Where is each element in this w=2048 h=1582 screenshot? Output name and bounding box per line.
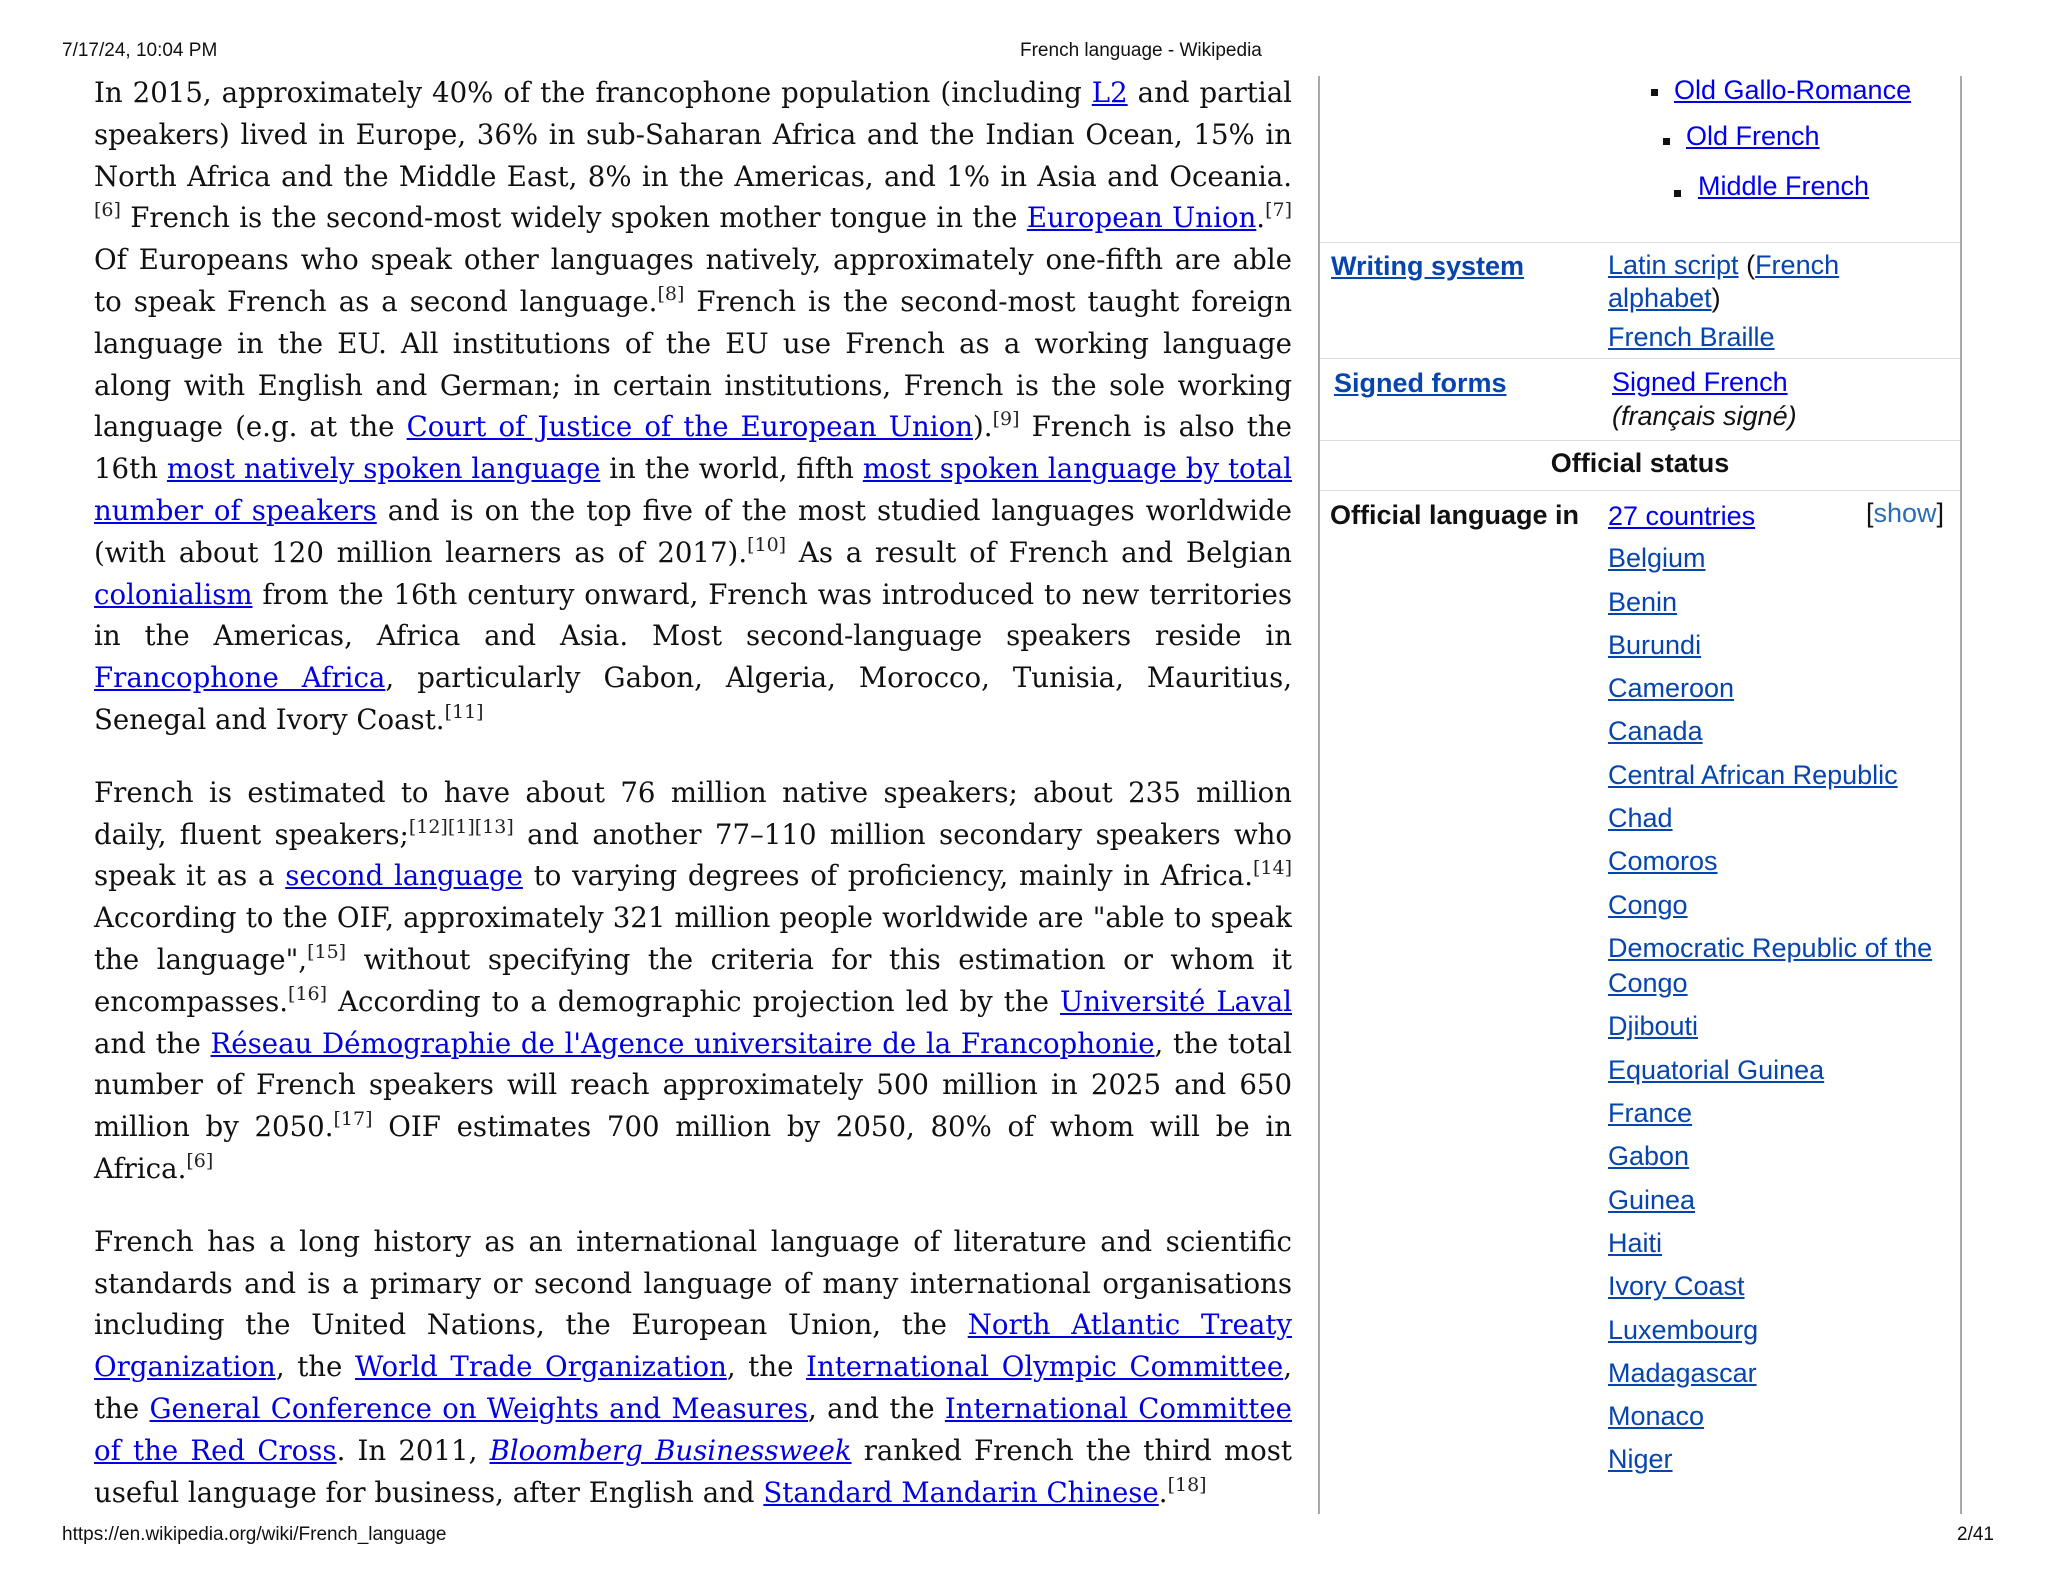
paragraph-speaker-estimates [94,772,1292,1190]
paren-open: ( [1738,250,1756,280]
link-country-haiti[interactable]: Haiti [1608,1228,1663,1258]
text: , particularly Gabon, Algeria, Morocco, Tunisia, Mauritius, Senegal and Ivory Coast. [94,661,1293,736]
print-url: https://en.wikipedia.org/wiki/French_language [62,1524,447,1545]
paren-close: ) [1711,283,1721,313]
text: and partial speakers) lived in Europe, 36% in sub-Saharan Africa and the Indian Ocean, 15% in North Africa and the Middle East, 8% in the Americas, and 1% in Asia and Oceania. [94,76,1292,193]
link-french-alphabet-2[interactable]: alphabet [1608,283,1712,313]
text: French is the second-most widely spoken mother tongue in the [120,201,1027,235]
link-cgpm[interactable]: General Conference on Weights and Measures [149,1391,809,1425]
link-country-niger[interactable]: Niger [1608,1444,1673,1474]
link-country-dr-congo-line1[interactable]: Democratic Republic of the [1608,933,1933,963]
link-country-comoros[interactable]: Comoros [1608,846,1718,876]
text: from the 16th century onward, French was introduced to new territories in the Americas, Africa and Asia. Most second-language speakers reside in [94,577,1292,653]
link-l2[interactable]: L2 [1091,76,1128,109]
link-middle-french[interactable]: Middle French [1698,171,1870,201]
writing-system-value [1608,249,1948,354]
print-datetime: 7/17/24, 10:04 PM [62,40,218,61]
signed-french-note: (français signé) [1612,401,1797,431]
link-most-natively-spoken[interactable]: most natively spoken language [166,452,601,486]
link-most-spoken-total[interactable]: most spoken language by total number of speakers [94,452,1293,527]
link-reseau-demographie[interactable]: Réseau Démographie de l'Agence universitaire de la Francophonie [210,1026,1155,1060]
link-country-gabon[interactable]: Gabon [1608,1141,1690,1171]
infobox-row-divider [1320,242,1960,243]
link-icrc[interactable]: International Committee of the Red Cross [94,1391,1292,1467]
citation-16[interactable]: [16] [288,982,328,1005]
link-country-dr-congo-line2[interactable]: Congo [1608,968,1688,998]
label-signed-forms[interactable]: Signed forms [1334,368,1507,398]
article-body [94,72,1292,1544]
official-status-heading: Official status [1550,448,1730,478]
text: French has a long history as an international language of literature and scientific standards and is a primary or second language of many international organisations including the United Nations, the European Union, the [94,1224,1292,1342]
citation-14[interactable]: [14] [1252,857,1292,880]
show-toggle [1866,497,1944,530]
bullet-icon [1651,89,1658,96]
link-universite-laval[interactable]: Université Laval [1059,984,1292,1018]
print-page-number: 2/41 [1957,1524,1994,1545]
bullet-icon [1674,190,1681,197]
link-country-chad[interactable]: Chad [1608,803,1673,833]
text: , and the [808,1391,945,1425]
link-country-congo[interactable]: Congo [1608,890,1688,920]
text: , the total number of French speakers will reach approximately 500 million in 2025 and 650 million by 2050. [94,1026,1292,1144]
bracket-close: ] [1936,498,1945,528]
text: In 2015, approximately 40% of the francophone population (including [94,76,1092,109]
link-country-djibouti[interactable]: Djibouti [1608,1011,1699,1041]
link-country-burundi[interactable]: Burundi [1608,630,1702,660]
text: in the world, fifth [600,452,863,486]
link-27-countries[interactable]: 27 countries [1608,501,1756,531]
link-colonialism[interactable]: colonialism [94,577,253,611]
text: and another 77–110 million secondary speakers who speak it as a [94,817,1292,893]
link-nato[interactable]: North Atlantic Treaty Organization [94,1308,1292,1384]
link-old-french[interactable]: Old French [1686,121,1820,151]
citation-11[interactable]: [11] [444,700,484,723]
link-wto[interactable]: World Trade Organization [355,1350,727,1384]
text: OIF estimates 700 million by 2050, 80% of whom will be in Africa. [94,1110,1292,1185]
link-french-braille[interactable]: French Braille [1608,322,1775,352]
link-bloomberg-businessweek[interactable]: Bloomberg Businessweek [489,1433,852,1467]
citation-17[interactable]: [17] [333,1108,373,1131]
text: French is estimated to have about 76 million native speakers; about 235 million daily, fluent speakers; [94,775,1292,851]
infobox-right-border [1960,76,1962,1514]
citation-15[interactable]: [15] [307,940,347,963]
text: . [1158,1475,1168,1509]
link-standard-mandarin[interactable]: Standard Mandarin Chinese [763,1475,1159,1509]
citation-9[interactable]: [9] [992,408,1020,431]
link-signed-french[interactable]: Signed French [1612,367,1788,397]
link-country-central-african-republic[interactable]: Central African Republic [1608,760,1898,790]
citation-7[interactable]: [7] [1265,199,1292,222]
link-country-france[interactable]: France [1608,1098,1693,1128]
text: , the [726,1350,807,1384]
bullet-icon [1663,138,1670,145]
citation-12[interactable]: [12] [408,815,448,838]
citation-13[interactable]: [13] [474,815,514,838]
text: without specifying the criteria for this estimation or whom it encompasses. [94,942,1292,1018]
text: ). [973,410,993,444]
text: As a result of French and Belgian [786,535,1292,569]
link-country-ivory-coast[interactable]: Ivory Coast [1608,1271,1745,1301]
paragraph-international-language [94,1221,1292,1514]
text: According to a demographic projection led by the [327,984,1060,1018]
paragraph-francophone-population [94,72,1292,741]
link-latin-script[interactable]: Latin script [1608,250,1739,280]
link-country-cameroon[interactable]: Cameroon [1608,673,1735,703]
text: French is also the 16th [94,410,1292,486]
citation-18[interactable]: [18] [1167,1473,1207,1496]
citation-1[interactable]: [1] [447,815,475,838]
link-francophone-africa[interactable]: Francophone Africa [94,661,386,695]
text: . In 2011, [336,1433,490,1467]
text: French is the second-most taught foreign language in the EU. All institutions of the EU use French as a working language along with English and German; in certain institutions, French is the sole working language (e.g. at the [94,284,1292,444]
link-ioc[interactable]: International Olympic Committee [806,1350,1284,1384]
citation-8[interactable]: [8] [657,282,685,305]
link-european-union[interactable]: European Union [1026,201,1257,235]
text: and is on the top five of the most studied languages worldwide (with about 120 million learners as of 2017). [94,493,1292,569]
infobox-left-border [1318,76,1320,1514]
link-country-monaco[interactable]: Monaco [1608,1401,1705,1431]
print-page-title: French language - Wikipedia [1020,40,1262,61]
infobox-row-divider [1320,358,1960,359]
text: ranked French the third most useful language for business, after English and [94,1433,1292,1509]
link-court-of-justice[interactable]: Court of Justice of the European Union [406,410,974,444]
link-country-benin[interactable]: Benin [1608,587,1678,617]
link-country-canada[interactable]: Canada [1608,716,1703,746]
text: to varying degrees of proficiency, mainly in Africa. [522,859,1253,893]
text: . [1256,201,1266,235]
text: , the [94,1350,1292,1425]
label-official-language-in: Official language in [1330,500,1580,530]
link-country-guinea[interactable]: Guinea [1608,1185,1696,1215]
link-french-alphabet-1[interactable]: French [1755,250,1840,280]
link-old-gallo-romance[interactable]: Old Gallo-Romance [1674,75,1912,105]
link-second-language[interactable]: second language [285,859,523,893]
link-country-madagascar[interactable]: Madagascar [1608,1358,1757,1388]
link-country-belgium[interactable]: Belgium [1608,543,1706,573]
text: and the [94,1026,211,1060]
link-country-equatorial-guinea[interactable]: Equatorial Guinea [1608,1055,1825,1085]
citation-10[interactable]: [10] [747,533,787,556]
text: , the [275,1350,355,1384]
show-button[interactable]: show [1873,498,1937,528]
infobox-row-divider [1320,490,1960,491]
label-writing-system[interactable]: Writing system [1331,251,1525,281]
text: Of Europeans who speak other languages natively, approximately one-fifth are able to speak French as a second language. [94,243,1292,318]
citation-6[interactable]: [6] [94,199,121,222]
citation-6b[interactable]: [6] [186,1149,214,1172]
text: According to the OIF, approximately 321 million people worldwide are "able to speak the language", [94,901,1292,976]
infobox-row-divider [1320,440,1960,441]
bracket-open: [ [1866,498,1874,528]
link-country-luxembourg[interactable]: Luxembourg [1608,1315,1759,1345]
